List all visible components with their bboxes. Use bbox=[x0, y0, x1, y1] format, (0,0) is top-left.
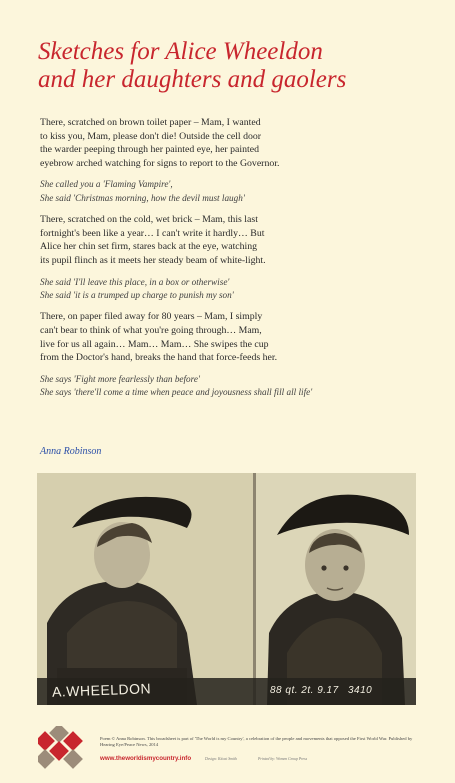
footer-credits-text: Poem © Anna Robinson. This broadsheet is part of 'The World is my Country', a celebration of the people and movements that opposed the First World War. Published by Hearing Eye/Peace News, 2014 bbox=[100, 736, 413, 747]
photo-caption-name: A.WHEELDON bbox=[51, 680, 152, 700]
title-line-1: Sketches for Alice Wheeldon bbox=[38, 38, 323, 65]
footer-website-link[interactable]: www.theworldismycountry.info bbox=[100, 755, 192, 762]
publisher-logo bbox=[38, 726, 92, 774]
footer-design-credit: Design: Kitcat Smith bbox=[205, 757, 237, 761]
refrain-2: She said 'I'll leave this place, in a box or otherwise' She said 'it is a trumped up charge to punish my son' bbox=[40, 276, 234, 300]
mugshot-photo bbox=[37, 473, 416, 705]
author-name: Anna Robinson bbox=[40, 446, 102, 457]
stanza-1: There, scratched on brown toilet paper – Mam, I wanted to kiss you, Mam, please don't die! Outside the cell door the warder peeping through her painted eye, her painted eyebrow arched watching for signs to report to the Governor. bbox=[40, 117, 280, 169]
photo-caption-number-text: 88 qt. 2t. 9.17 bbox=[270, 685, 339, 696]
photo-caption-note: 3410 bbox=[347, 685, 373, 696]
stanza-2: There, scratched on the cold, wet brick – Mam, this last fortnight's been like a year… I can't write it hardly… But Alice her chin set firm, stares back at the eye, watching its pupil flinch as it meets her steady beam of white-light. bbox=[40, 214, 266, 266]
photo-caption-number bbox=[270, 685, 372, 696]
stanza-3: There, on paper filed away for 80 years – Mam, I simply can't bear to think of what you're going through… Mam, live for us all again… Mam… Mam… She swipes the cup from the Doctor's hand, breaks the hand that force-feeds her. bbox=[40, 311, 278, 364]
refrain-3: She says 'Fight more fearlessly than before' She says 'there'll come a time when peace and joyousness shall fill all life' bbox=[40, 373, 313, 398]
mugshot-illustration bbox=[37, 473, 416, 705]
title-line-2: and her daughters and gaolers bbox=[38, 66, 347, 93]
refrain-1: She called you a 'Flaming Vampire', She said 'Christmas morning, how the devil must laugh' bbox=[40, 179, 245, 203]
poem-title bbox=[38, 38, 438, 94]
footer-print-credit: Printed by: Women Group Press bbox=[258, 757, 308, 761]
poem-body bbox=[40, 116, 440, 408]
